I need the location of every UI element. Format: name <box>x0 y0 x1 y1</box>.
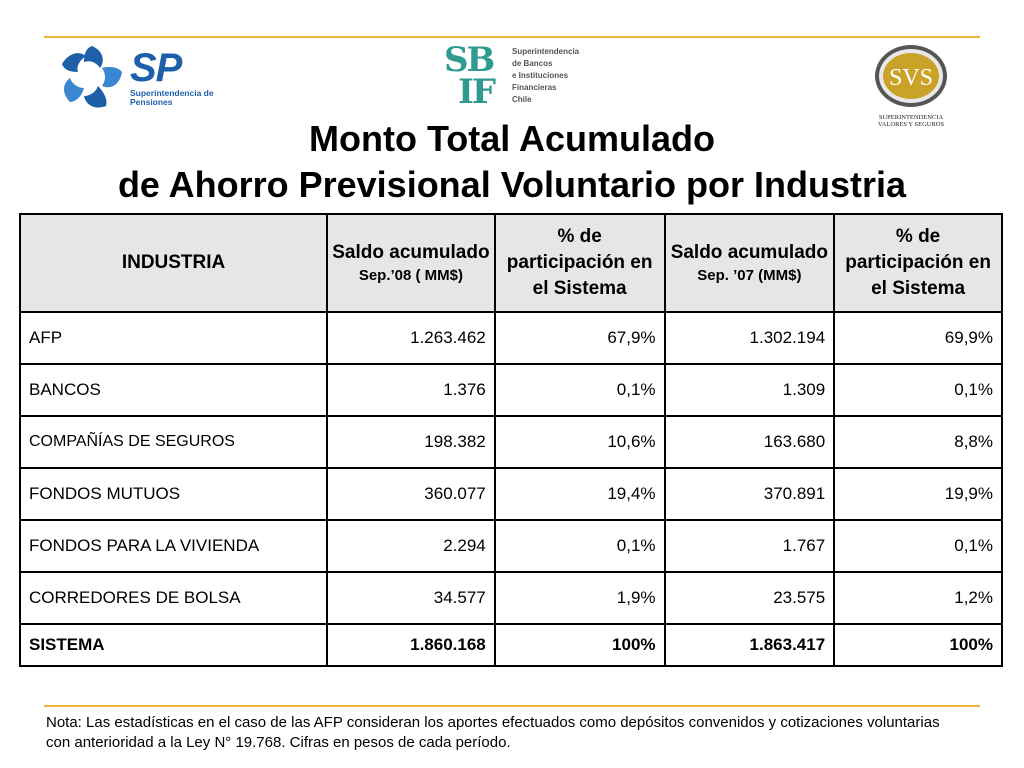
cell-pct-08: 0,1% <box>495 520 665 572</box>
table-row <box>20 468 1002 520</box>
header-saldo-07-sub: Sep. ’07 (MM$) <box>697 267 802 284</box>
bottom-divider <box>44 705 980 707</box>
sbif-subtitle-line2: de Bancos <box>512 59 553 68</box>
cell-pct-07: 0,1% <box>834 520 1002 572</box>
cell-industria: AFP <box>20 312 327 364</box>
sbif-mark-line1: SB <box>444 40 494 80</box>
header-saldo-08 <box>327 214 495 312</box>
table-header-row <box>20 214 1002 312</box>
cell-industria: FONDOS PARA LA VIVIENDA <box>20 520 327 572</box>
cell-saldo-08: 2.294 <box>327 520 495 572</box>
cell-pct-08-total: 100% <box>495 624 665 666</box>
cell-saldo-07: 163.680 <box>665 416 835 468</box>
cell-saldo-08: 360.077 <box>327 468 495 520</box>
sbif-logo <box>444 40 584 116</box>
cell-pct-07: 0,1% <box>834 364 1002 416</box>
sp-hands-icon <box>56 42 128 112</box>
page-title <box>0 116 1024 208</box>
sbif-mark <box>444 40 495 112</box>
cell-pct-07: 1,2% <box>834 572 1002 624</box>
table-row <box>20 364 1002 416</box>
header-pct-08 <box>495 214 665 312</box>
cell-industria: COMPAÑÍAS DE SEGUROS <box>20 416 327 468</box>
svs-mark: SVS <box>888 65 934 91</box>
cell-saldo-07: 1.309 <box>665 364 835 416</box>
industry-table <box>19 213 1003 667</box>
sbif-subtitle <box>512 46 579 106</box>
cell-industria-total: SISTEMA <box>20 624 327 666</box>
svs-subtitle-line1: SUPERINTENDENCIA <box>878 114 944 121</box>
cell-pct-07: 8,8% <box>834 416 1002 468</box>
header-pct-08-label: % de participación en el Sistema <box>506 226 653 299</box>
sp-mark: SP <box>130 46 182 90</box>
sp-subtitle-line2: Pensiones <box>130 97 173 107</box>
cell-pct-08: 10,6% <box>495 416 665 468</box>
cell-saldo-07: 1.302.194 <box>665 312 835 364</box>
svs-subtitle-line2: VALORES Y SEGUROS <box>877 121 945 128</box>
cell-saldo-07: 1.767 <box>665 520 835 572</box>
sbif-subtitle-line5: Chile <box>512 95 532 104</box>
header-industria-label: INDUSTRIA <box>121 252 226 273</box>
cell-pct-08: 19,4% <box>495 468 665 520</box>
table-total-row <box>20 624 1002 666</box>
sbif-mark-line2: IF <box>458 72 495 112</box>
cell-saldo-08: 34.577 <box>327 572 495 624</box>
table-row <box>20 416 1002 468</box>
svs-emblem-icon <box>866 42 956 112</box>
cell-saldo-08: 198.382 <box>327 416 495 468</box>
sbif-subtitle-line4: Financieras <box>512 83 557 92</box>
cell-pct-08: 67,9% <box>495 312 665 364</box>
sp-subtitle-line1: Superintendencia de <box>130 88 214 98</box>
header-industria <box>20 214 327 312</box>
cell-saldo-08: 1.376 <box>327 364 495 416</box>
header-saldo-08-label: Saldo acumulado <box>332 242 490 263</box>
cell-pct-08: 0,1% <box>495 364 665 416</box>
cell-pct-07-total: 100% <box>834 624 1002 666</box>
cell-industria: BANCOS <box>20 364 327 416</box>
cell-saldo-07: 23.575 <box>665 572 835 624</box>
sbif-subtitle-line3: e Instituciones <box>512 71 569 80</box>
header-pct-07-label: % de participación en el Sistema <box>845 226 991 299</box>
header-saldo-07 <box>665 214 835 312</box>
cell-industria: CORREDORES DE BOLSA <box>20 572 327 624</box>
sp-logo <box>56 42 216 112</box>
cell-saldo-08: 1.263.462 <box>327 312 495 364</box>
header-saldo-08-sub: Sep.’08 ( MM$) <box>358 267 463 284</box>
table-row <box>20 572 1002 624</box>
page-title-line2: de Ahorro Previsional Voluntario por Industria <box>117 164 907 205</box>
cell-pct-07: 69,9% <box>834 312 1002 364</box>
header-pct-07 <box>834 214 1002 312</box>
table-row <box>20 312 1002 364</box>
table-row <box>20 520 1002 572</box>
top-divider <box>44 36 980 38</box>
page-title-line1: Monto Total Acumulado <box>309 118 715 159</box>
cell-saldo-07-total: 1.863.417 <box>665 624 835 666</box>
cell-pct-07: 19,9% <box>834 468 1002 520</box>
cell-industria: FONDOS MUTUOS <box>20 468 327 520</box>
cell-saldo-07: 370.891 <box>665 468 835 520</box>
cell-saldo-08-total: 1.860.168 <box>327 624 495 666</box>
header-saldo-07-label: Saldo acumulado <box>670 242 828 263</box>
sp-subtitle <box>130 89 214 107</box>
footnote: Nota: Las estadísticas en el caso de las AFP consideran los aportes efectuados como depósitos convenidos y cotizaciones voluntarias con anterioridad a la Ley N° 19.768. Cifras en pesos de cada período. <box>46 714 940 751</box>
cell-pct-08: 1,9% <box>495 572 665 624</box>
sbif-subtitle-line1: Superintendencia <box>512 47 580 56</box>
